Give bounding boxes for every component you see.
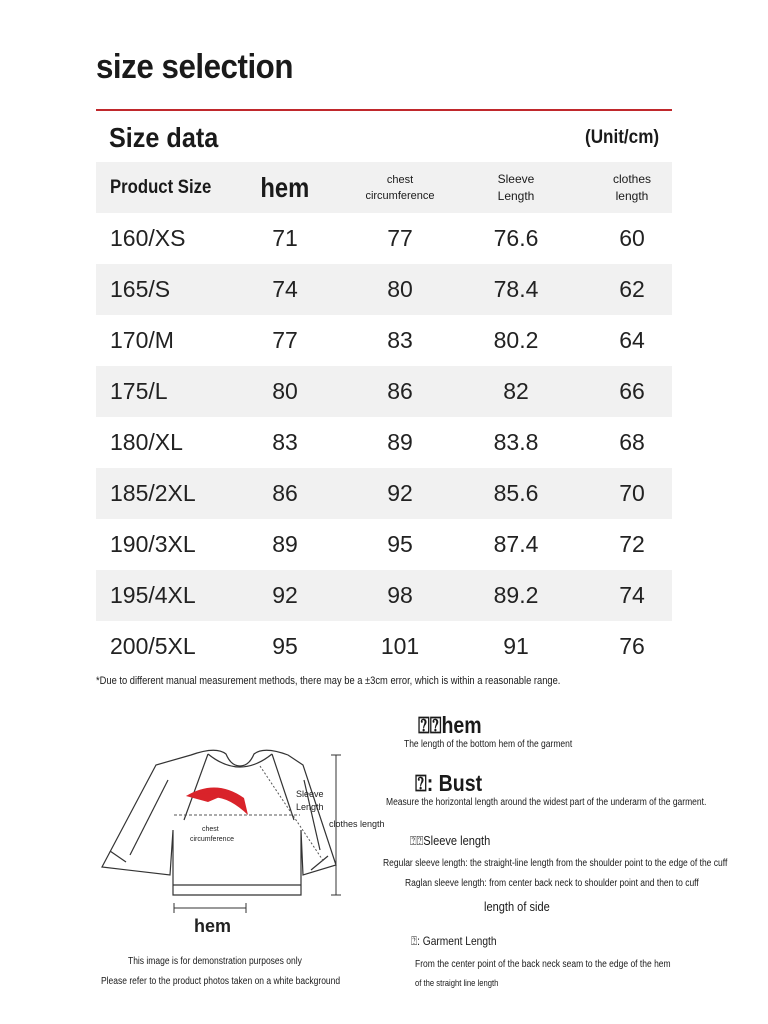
cell-length: 62 bbox=[619, 276, 645, 302]
header-sleeve-line2: Length bbox=[497, 188, 535, 203]
cell-length: 74 bbox=[619, 582, 645, 608]
cell-hem: 92 bbox=[272, 582, 298, 608]
cell-size: 195/4XL bbox=[110, 582, 196, 608]
sweatshirt-diagram bbox=[96, 740, 396, 950]
cell-hem: 89 bbox=[272, 531, 298, 557]
cell-chest: 92 bbox=[387, 480, 413, 506]
cell-chest: 80 bbox=[387, 276, 413, 302]
table-row bbox=[96, 417, 672, 468]
cell-chest: 77 bbox=[387, 225, 413, 251]
diagram-chest-label-2: circumference bbox=[190, 836, 234, 843]
cell-hem: 77 bbox=[272, 327, 298, 353]
table-row bbox=[96, 570, 672, 621]
cell-chest: 86 bbox=[387, 378, 413, 404]
legend-garment-title: ⍰: Garment Length bbox=[411, 934, 497, 948]
cell-length: 72 bbox=[619, 531, 645, 557]
header-sleeve bbox=[470, 162, 562, 213]
cell-chest: 89 bbox=[387, 429, 413, 455]
diagram-sleeve-label-1: Sleeve bbox=[296, 789, 324, 799]
cell-sleeve: 83.8 bbox=[493, 429, 539, 455]
legend-sleeve-title: ⍰⍰Sleeve length bbox=[410, 833, 491, 848]
table-row bbox=[96, 621, 672, 672]
header-clothes-line1: clothes bbox=[612, 171, 652, 186]
cell-size: 165/S bbox=[110, 276, 171, 302]
table-row bbox=[96, 468, 672, 519]
cell-hem: 71 bbox=[272, 225, 298, 251]
header-clothes-length bbox=[586, 162, 678, 213]
demo-note-1: This image is for demonstration purposes only bbox=[128, 956, 302, 967]
table-row bbox=[96, 213, 672, 264]
cell-length: 68 bbox=[619, 429, 645, 455]
cell-size: 160/XS bbox=[110, 225, 186, 251]
header-hem bbox=[239, 162, 331, 213]
diagram-hem-label: hem bbox=[194, 916, 232, 936]
cell-sleeve: 82 bbox=[503, 378, 529, 404]
cell-length: 66 bbox=[619, 378, 645, 404]
legend-bust-title: ⍰: Bust bbox=[415, 770, 483, 796]
cell-length: 70 bbox=[619, 480, 645, 506]
table-row bbox=[96, 519, 672, 570]
cell-length: 76 bbox=[619, 633, 645, 659]
cell-size: 180/XL bbox=[110, 429, 183, 455]
header-chest-line1: chest bbox=[386, 173, 414, 186]
header-chest-line2: circumference bbox=[365, 189, 435, 202]
cell-hem: 83 bbox=[272, 429, 298, 455]
cell-sleeve: 76.6 bbox=[493, 225, 539, 251]
header-product-size: Product Size bbox=[110, 176, 212, 198]
page-title: size selection bbox=[96, 48, 293, 86]
cell-size: 190/3XL bbox=[110, 531, 196, 557]
header-clothes-line2: length bbox=[615, 188, 649, 203]
diagram-sleeve-label-2: Length bbox=[296, 802, 324, 812]
cell-sleeve: 78.4 bbox=[493, 276, 539, 302]
cell-chest: 95 bbox=[387, 531, 413, 557]
table-header-row bbox=[96, 162, 672, 213]
table-row bbox=[96, 264, 672, 315]
cell-sleeve: 89.2 bbox=[493, 582, 539, 608]
legend-sleeve-desc-3: length of side bbox=[484, 899, 550, 914]
cell-sleeve: 80.2 bbox=[493, 327, 539, 353]
legend-garment-desc-2: of the straight line length bbox=[415, 978, 499, 988]
table-row bbox=[96, 366, 672, 417]
cell-size: 170/M bbox=[110, 327, 174, 353]
cell-hem: 80 bbox=[272, 378, 298, 404]
cell-length: 60 bbox=[619, 225, 645, 251]
legend-sleeve-desc-1: Regular sleeve length: the straight-line length from the shoulder point to the edge of the cuff bbox=[383, 858, 728, 869]
cell-size: 175/L bbox=[110, 378, 168, 404]
cell-chest: 98 bbox=[387, 582, 413, 608]
cell-length: 64 bbox=[619, 327, 645, 353]
legend-hem-title: ⍰⍰hem bbox=[418, 712, 482, 738]
legend-bust-desc: Measure the horizontal length around the widest part of the underarm of the garment. bbox=[386, 797, 707, 808]
size-table bbox=[96, 162, 672, 672]
legend-sleeve-desc-2: Raglan sleeve length: from center back neck to shoulder point and then to cuff bbox=[405, 878, 699, 889]
cell-size: 185/2XL bbox=[110, 480, 196, 506]
demo-note-2: Please refer to the product photos taken on a white background bbox=[101, 976, 341, 987]
legend-garment-desc-1: From the center point of the back neck seam to the edge of the hem bbox=[415, 959, 671, 970]
header-chest bbox=[354, 162, 446, 213]
cell-sleeve: 91 bbox=[503, 633, 529, 659]
cell-hem: 74 bbox=[272, 276, 298, 302]
cell-sleeve: 85.6 bbox=[493, 480, 539, 506]
header-hem-label: hem bbox=[260, 171, 310, 203]
measurement-note: *Due to different manual measurement methods, there may be a ±3cm error, which is within a reasonable range. bbox=[96, 675, 561, 687]
cell-hem: 95 bbox=[272, 633, 298, 659]
section-title: Size data bbox=[109, 122, 219, 153]
diagram-clothes-length-label: clothes length bbox=[329, 819, 385, 829]
cell-sleeve: 87.4 bbox=[493, 531, 539, 557]
title-divider bbox=[96, 109, 672, 111]
header-sleeve-line1: Sleeve bbox=[497, 171, 535, 186]
legend-hem-desc: The length of the bottom hem of the garment bbox=[404, 739, 573, 750]
cell-size: 200/5XL bbox=[110, 633, 196, 659]
unit-label: (Unit/cm) bbox=[585, 127, 660, 148]
diagram-chest-label-1: chest bbox=[202, 826, 219, 833]
cell-chest: 83 bbox=[387, 327, 413, 353]
cell-hem: 86 bbox=[272, 480, 298, 506]
cell-chest: 101 bbox=[380, 633, 420, 659]
table-row bbox=[96, 315, 672, 366]
